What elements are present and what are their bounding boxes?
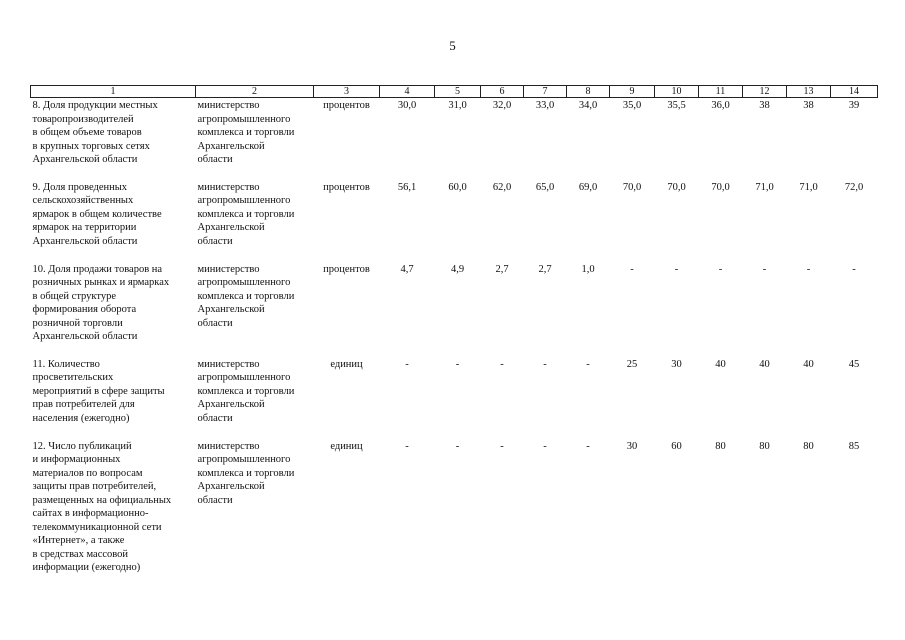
responsible-cell: министерство агропромышленного комплекса и торговли Архангельской области bbox=[197, 181, 295, 247]
value-cell: 2,7 bbox=[495, 263, 509, 275]
value-cell: 60,0 bbox=[448, 181, 467, 193]
page-number: 5 bbox=[449, 38, 456, 53]
column-header: 13 bbox=[787, 86, 831, 98]
value-cell: - bbox=[586, 358, 590, 370]
value-cell: 85 bbox=[848, 440, 860, 452]
column-header: 2 bbox=[196, 86, 314, 98]
value-cell: 38 bbox=[803, 100, 814, 111]
value-cell: 80 bbox=[759, 440, 770, 452]
value-cell: - bbox=[543, 440, 547, 452]
value-cell: - bbox=[500, 358, 504, 370]
indicator-cell: 12. Число публикаций и информационных материалов по вопросам защиты прав потребителей, размещенных на официальных сайтах в информационно- телекоммуникационной сети «Интернет», а также в средствах массовой информации (ежегодно) bbox=[32, 440, 172, 573]
column-header: 4 bbox=[380, 86, 435, 98]
column-header: 7 bbox=[524, 86, 567, 98]
value-cell: 40 bbox=[759, 358, 770, 370]
value-cell: 35,0 bbox=[622, 100, 642, 111]
unit-cell: процентов bbox=[323, 263, 370, 275]
table-row bbox=[31, 98, 878, 180]
value-cell: 32,0 bbox=[492, 100, 512, 111]
value-cell: 34,0 bbox=[578, 100, 598, 111]
table-row bbox=[31, 439, 878, 579]
value-cell: 2,7 bbox=[538, 263, 552, 275]
value-cell: 72,0 bbox=[844, 181, 864, 193]
value-cell: - bbox=[674, 263, 679, 275]
value-cell: 70,0 bbox=[711, 181, 730, 193]
value-cell: 31,0 bbox=[448, 100, 467, 111]
value-cell: - bbox=[852, 263, 856, 275]
column-number-header-row bbox=[31, 86, 878, 98]
value-cell: 40 bbox=[803, 358, 814, 370]
column-header: 11 bbox=[699, 86, 743, 98]
value-cell: 80 bbox=[715, 440, 726, 452]
value-cell: 30 bbox=[626, 440, 638, 452]
value-cell: 71,0 bbox=[799, 181, 818, 193]
value-cell: 71,0 bbox=[755, 181, 774, 193]
value-cell: 70,0 bbox=[622, 181, 642, 193]
value-cell: - bbox=[762, 263, 767, 275]
value-cell: 1,0 bbox=[581, 263, 595, 275]
value-cell: - bbox=[806, 263, 811, 275]
table-row bbox=[31, 180, 878, 262]
responsible-cell: министерство агропромышленного комплекса и торговли Архангельской области bbox=[197, 100, 295, 165]
unit-cell: единиц bbox=[330, 358, 363, 370]
column-header: 6 bbox=[481, 86, 524, 98]
value-cell: - bbox=[586, 440, 590, 452]
value-cell: 62,0 bbox=[492, 181, 512, 193]
value-cell: 39 bbox=[848, 100, 860, 111]
value-cell: 40 bbox=[715, 358, 726, 370]
column-header: 14 bbox=[831, 86, 878, 98]
value-cell: 4,9 bbox=[450, 263, 465, 275]
column-header: 3 bbox=[314, 86, 380, 98]
value-cell: 36,0 bbox=[711, 100, 730, 111]
column-header: 5 bbox=[435, 86, 481, 98]
unit-cell: процентов bbox=[323, 181, 370, 193]
responsible-cell: министерство агропромышленного комплекса и торговли Архангельской области bbox=[197, 358, 295, 424]
indicator-cell: 11. Количество просветительских мероприятий в сфере защиты прав потребителей для населения (ежегодно) bbox=[32, 358, 165, 424]
table-row bbox=[31, 357, 878, 439]
value-cell: 80 bbox=[803, 440, 814, 452]
table-row bbox=[31, 262, 878, 357]
value-cell: 70,0 bbox=[667, 181, 686, 193]
value-cell: 25 bbox=[626, 358, 638, 370]
column-header: 8 bbox=[567, 86, 610, 98]
column-header: 1 bbox=[31, 86, 196, 98]
indicator-cell: 9. Доля проведенных сельскохозяйственных ярмарок в общем количестве ярмарок на территории Архангельской области bbox=[32, 181, 162, 247]
responsible-cell: министерство агропромышленного комплекса и торговли Архангельской области bbox=[197, 263, 295, 329]
value-cell: 56,1 bbox=[397, 181, 417, 193]
value-cell: 30,0 bbox=[397, 100, 417, 111]
value-cell: 60 bbox=[671, 440, 682, 452]
value-cell: 4,7 bbox=[400, 263, 414, 275]
value-cell: 33,0 bbox=[535, 100, 555, 111]
column-header: 12 bbox=[743, 86, 787, 98]
value-cell: - bbox=[455, 358, 460, 370]
value-cell: 38 bbox=[759, 100, 770, 111]
value-cell: 35,5 bbox=[667, 100, 686, 111]
column-header: 10 bbox=[655, 86, 699, 98]
value-cell: - bbox=[543, 358, 547, 370]
value-cell: 30 bbox=[671, 358, 682, 370]
column-header: 9 bbox=[610, 86, 655, 98]
responsible-cell: министерство агропромышленного комплекса и торговли Архангельской области bbox=[197, 440, 295, 506]
value-cell: - bbox=[455, 440, 460, 452]
value-cell: - bbox=[500, 440, 504, 452]
value-cell: - bbox=[718, 263, 723, 275]
indicators-table bbox=[30, 85, 878, 579]
value-cell: 69,0 bbox=[578, 181, 598, 193]
unit-cell: единиц bbox=[330, 440, 363, 452]
value-cell: - bbox=[405, 440, 409, 452]
unit-cell: процентов bbox=[323, 100, 370, 111]
indicator-cell: 10. Доля продажи товаров на розничных рынках и ярмарках в общей структуре формирования оборота розничной торговли Архангельской области bbox=[32, 263, 170, 342]
value-cell: 45 bbox=[848, 358, 860, 370]
value-cell: - bbox=[405, 358, 409, 370]
indicator-cell: 8. Доля продукции местных товаропроизводителей в общем объеме товаров в крупных торговых сетях Архангельской области bbox=[32, 100, 158, 165]
value-cell: - bbox=[630, 263, 634, 275]
value-cell: 65,0 bbox=[535, 181, 555, 193]
